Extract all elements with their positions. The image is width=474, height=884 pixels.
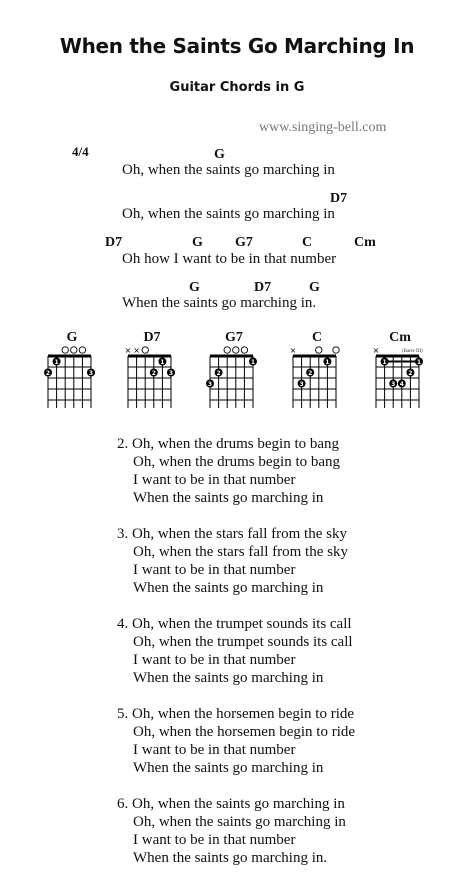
lyric-line: Oh, when the saints go marching in (122, 206, 335, 222)
song-title: When the Saints Go Marching In (59, 34, 415, 58)
lyric-line: Oh, when the saints go marching in (122, 162, 335, 178)
chord-label: D7 (105, 235, 123, 250)
verse-line: When the saints go marching in (133, 670, 324, 686)
finger-number: 3 (88, 369, 94, 377)
verse-line: When the saints go marching in. (133, 850, 328, 866)
chord-diagram-g7 (204, 330, 264, 410)
chord-diagram-name: G (66, 330, 78, 345)
chord-label: G (214, 147, 225, 162)
verse-line: I want to be in that number (133, 652, 296, 668)
finger-number: 2 (45, 369, 51, 377)
finger-number: 3 (168, 369, 174, 377)
finger-number: 3 (391, 380, 396, 388)
verse-line: I want to be in that number (133, 472, 296, 488)
muted-string-marker: × (133, 346, 140, 355)
muted-string-marker: × (372, 346, 380, 355)
open-string-marker (142, 347, 148, 353)
verse-line: I want to be in that number (133, 832, 296, 848)
finger-number: 4 (399, 380, 404, 388)
verse-first-line: 2. Oh, when the drums begin to bang (117, 436, 340, 452)
nut (293, 355, 336, 358)
open-string-marker (333, 347, 339, 353)
finger-number: 2 (308, 369, 313, 377)
finger-number: 2 (151, 369, 156, 377)
finger-number: 2 (216, 369, 221, 377)
finger-number: 1 (160, 358, 165, 366)
muted-string-marker: × (289, 346, 297, 355)
verse-first-line: 4. Oh, when the trumpet sounds its call (117, 616, 352, 632)
verse-line: Oh, when the drums begin to bang (133, 454, 341, 470)
chord-diagram-cm (370, 330, 430, 410)
fretboard-grid (287, 334, 347, 414)
chord-label: D7 (254, 280, 272, 295)
verse-first-line: 5. Oh, when the horsemen begin to ride (117, 706, 355, 722)
open-string-marker (224, 347, 230, 353)
finger-number: 1 (416, 358, 422, 366)
time-signature: 4/4 (72, 144, 89, 159)
finger-number: 1 (382, 358, 387, 366)
chord-label: G (309, 280, 320, 295)
chord-label: G (189, 280, 200, 295)
verse-line: Oh, when the saints go marching in (133, 814, 346, 830)
finger-number: 1 (54, 358, 59, 366)
verse-line: When the saints go marching in (133, 760, 324, 776)
open-string-marker (71, 347, 77, 353)
open-string-marker (62, 347, 68, 353)
chord-diagram-c (287, 330, 347, 410)
verse-line: Oh, when the stars fall from the sky (133, 544, 348, 560)
verse-line: Oh, when the horsemen begin to ride (133, 724, 356, 740)
finger-number: 3 (207, 380, 213, 388)
chord-diagram-g (42, 330, 102, 410)
muted-string-marker: × (124, 346, 132, 355)
verse-first-line: 3. Oh, when the stars fall from the sky (117, 526, 347, 542)
website-url: www.singing-bell.com (259, 120, 387, 135)
fretboard-grid (122, 334, 182, 414)
finger-number: 1 (325, 358, 330, 366)
nut (210, 355, 253, 358)
chord-diagram-d7 (122, 330, 182, 410)
finger-number: 3 (299, 380, 304, 388)
verse-line: I want to be in that number (133, 742, 296, 758)
verse-line: I want to be in that number (133, 562, 296, 578)
open-string-marker (79, 347, 85, 353)
chord-label: G (192, 235, 203, 250)
chord-label: Cm (354, 235, 376, 250)
chord-diagram-name: D7 (143, 330, 161, 345)
finger-number: 1 (250, 358, 256, 366)
verse-line: When the saints go marching in (133, 490, 324, 506)
chord-label: C (302, 235, 313, 250)
verse-line: Oh, when the trumpet sounds its call (133, 634, 353, 650)
lyric-line: Oh how I want to be in that number (122, 251, 337, 267)
lyric-line: When the saints go marching in. (122, 295, 317, 311)
finger-number: 2 (408, 369, 413, 377)
barre-note: (Barre III) (402, 349, 423, 354)
chord-diagram-name: G7 (225, 330, 243, 345)
nut (48, 355, 91, 358)
open-string-marker (241, 347, 247, 353)
chord-label: G7 (235, 235, 253, 250)
verse-line: When the saints go marching in (133, 580, 324, 596)
chord-diagram-name: Cm (389, 330, 411, 345)
open-string-marker (316, 347, 322, 353)
fretboard-grid (204, 334, 264, 414)
chord-diagram-name: C (311, 330, 323, 345)
nut (376, 355, 419, 358)
fretboard-grid (42, 334, 102, 414)
song-subtitle: Guitar Chords in G (169, 80, 305, 95)
verse-first-line: 6. Oh, when the saints go marching in (117, 796, 345, 812)
fretboard-grid (370, 334, 430, 414)
chord-label: D7 (330, 191, 348, 206)
open-string-marker (233, 347, 239, 353)
